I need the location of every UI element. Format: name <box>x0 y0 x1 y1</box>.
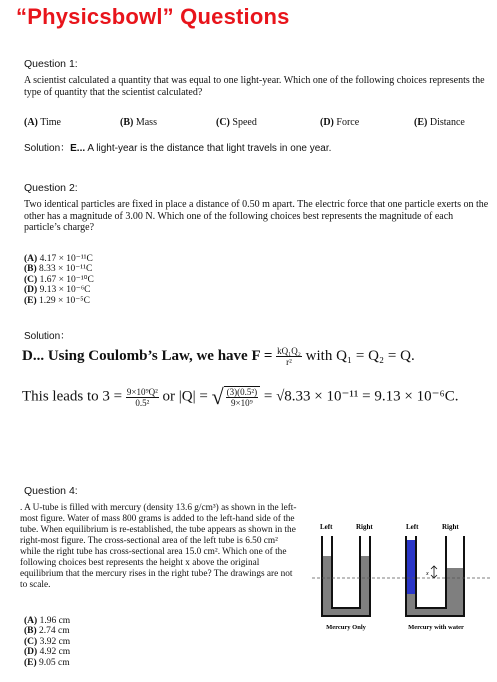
fig1-caption: Mercury Only <box>326 624 366 631</box>
sqrt-fraction: $\frac{\text{(3)(0.5²)}}{\text{9×10⁹}}$ <box>226 386 258 408</box>
question-2-solution-label: Solution： <box>24 331 71 342</box>
solution-line-2: This leads to 3 = $\frac{\text{9×10⁹Q²}}{\text{0.5²}}$ or |Q| = √ $\frac{\text{(3)(0.5²)}}{\text{9×10⁹}}$ = √8.33 × 10⁻¹¹ = 9.13 × 10⁻⁶C. <box>22 384 459 409</box>
choice-a: (A) Time <box>24 117 61 128</box>
u-tube-diagram <box>312 520 492 635</box>
choice-a: (A) 1.96 cm <box>24 616 71 626</box>
question-1-heading: Question 1: <box>24 58 78 70</box>
choice-e: (E) 9.05 cm <box>24 657 70 668</box>
question-2-choices <box>24 254 94 306</box>
fig2-right-label: Right <box>442 523 459 531</box>
question-2-heading: Question 2: <box>24 182 78 194</box>
fig1-divider <box>332 556 360 608</box>
question-1-text: A scientist calculated a quantity that was equal to one light-year. Which one of the following choices represents the type of quantity that the scientist calculated? <box>24 75 485 98</box>
choice-a: (A) 4.17 × 10⁻¹¹C <box>24 254 93 264</box>
force-fraction: $\frac{\text{9×10⁹Q²}}{\text{0.5²}}$ <box>126 386 158 408</box>
u-tube-mercury-water <box>406 523 464 631</box>
fig2-caption: Mercury with water <box>408 624 464 631</box>
u-tube-mercury-only <box>320 523 373 631</box>
choice-d: (D) Force <box>320 117 360 128</box>
choice-c: (C) 1.67 × 10⁻¹⁰C <box>24 274 94 285</box>
fig1-right-label: Right <box>356 523 373 531</box>
choice-b: (B) 2.74 cm <box>24 626 70 637</box>
question-4-choices <box>24 616 70 668</box>
question-4-text: . A U-tube is filled with mercury (density 13.6 g/cm³) as shown in the left-most figure. Water of mass 800 grams is added to the left-hand side of the tube. When equilibrium is re-established, the tube appears as shown in the right-most figure. The cross-sectional area of the left tube is 6.50 cm² while the right tube has cross-sectional area 15.0 cm². Which one of the following choices best represents the height x above the original equilibrium that the mercury rises in the right tube? The drawings are not to scale. <box>20 503 297 590</box>
choice-c: (C) Speed <box>216 117 257 128</box>
choice-b: (B) 8.33 × 10⁻¹¹C <box>24 264 93 275</box>
fig2-left-label: Left <box>406 523 419 531</box>
choice-c: (C) 3.92 cm <box>24 636 71 647</box>
choice-e: (E) 1.29 × 10⁻⁵C <box>24 295 90 306</box>
fig2-water-column <box>406 540 416 594</box>
x-label: x <box>426 571 429 577</box>
question-4-heading: Question 4: <box>24 485 78 497</box>
page-title: “Physicsbowl” Questions <box>16 4 290 29</box>
choice-e: (E) Distance <box>414 117 465 128</box>
question-2-text: Two identical particles are fixed in place a distance of 0.50 m apart. The electric force that one particle exerts on the other has a magnitude of 3.00 N. Which one of the following choices best represents the magnitude of each particle’s charge? <box>24 199 489 233</box>
coulomb-fraction: $\frac{\text{kQ₁Q₂}}{\text{r²}}$ <box>277 346 301 367</box>
choice-d: (D) 9.13 × 10⁻⁶C <box>24 285 91 296</box>
choice-b: (B) Mass <box>120 117 157 128</box>
solution-line-1: D... Using Coulomb’s Law, we have F = $\frac{\text{kQ₁Q₂}}{\text{r²}}$ with Q₁ = Q₂ = Q. <box>22 346 415 367</box>
question-1-solution: Solution：E... A light-year is the distance that light travels in one year. <box>24 143 332 154</box>
choice-d: (D) 4.92 cm <box>24 647 71 658</box>
fig1-left-label: Left <box>320 523 333 531</box>
fig2-divider <box>416 536 446 608</box>
fig2-mercury-right <box>446 568 464 616</box>
